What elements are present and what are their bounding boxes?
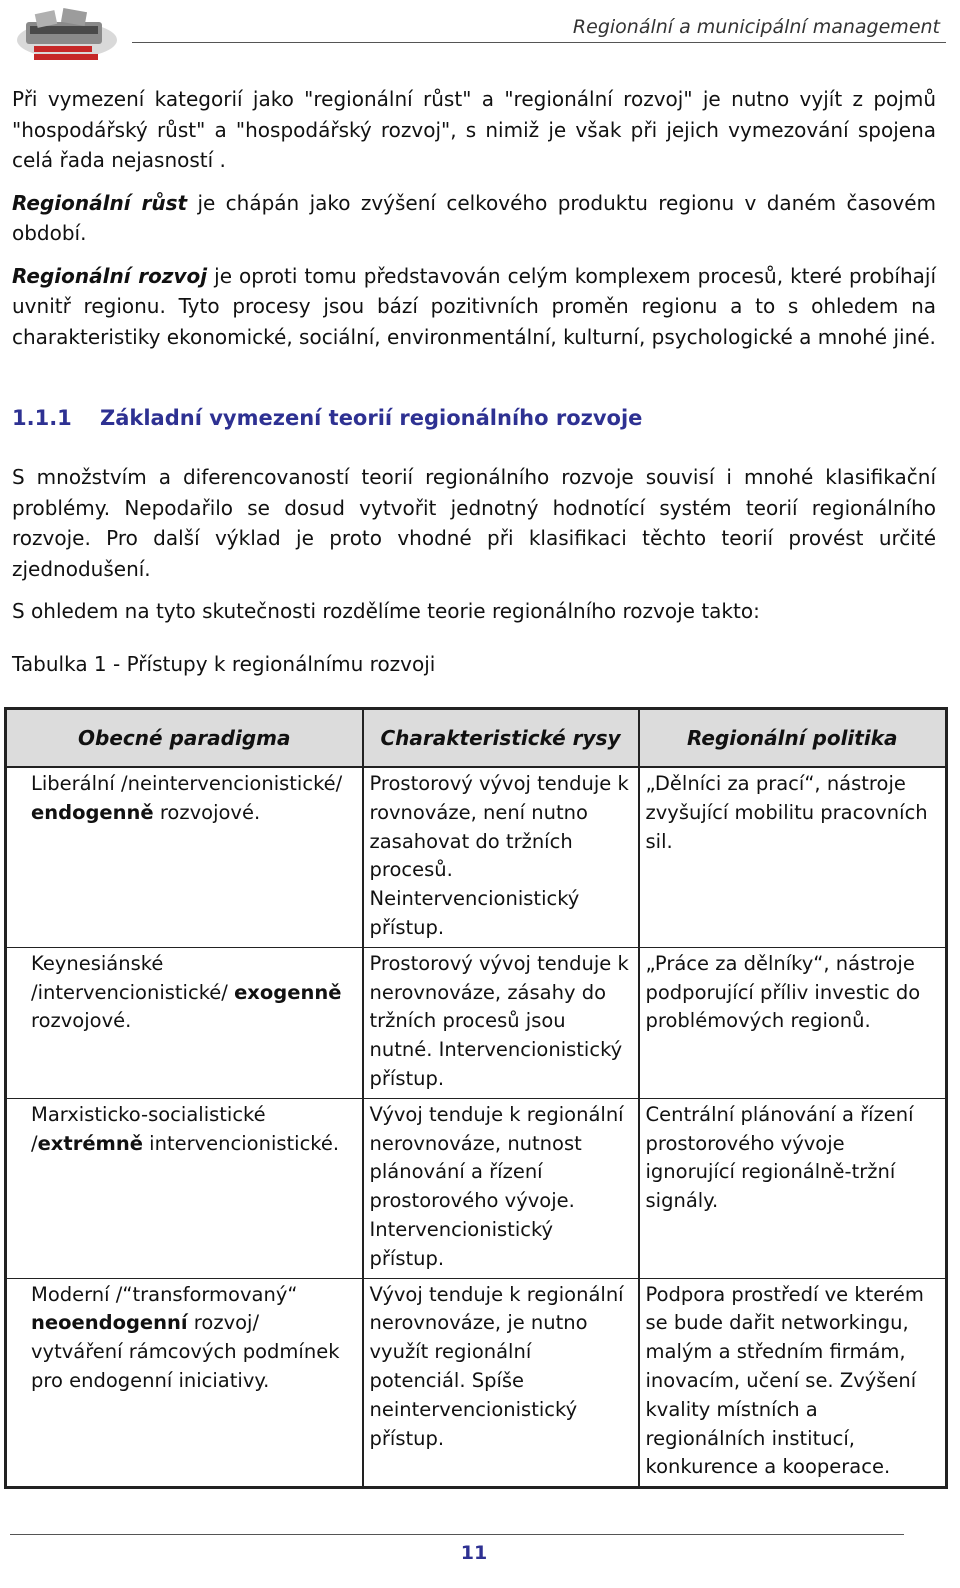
- header-rule: [132, 42, 946, 43]
- cell-bold-text: exogenně: [234, 980, 342, 1004]
- cell-text: Marxisticko-socialistické /: [31, 1102, 266, 1155]
- cell-text: Liberální /neintervencionistické/: [31, 772, 343, 795]
- cell-text: rozvoj/ vytváření rámcových podmínek pro endogenní iniciativy.: [31, 1311, 340, 1392]
- approaches-table: [4, 707, 948, 1489]
- running-head: Regionální a municipální management: [572, 16, 940, 38]
- section-heading: [12, 406, 642, 430]
- paragraph-2: [12, 188, 936, 249]
- paragraph-3-text: je oproti tomu představován celým komplexem procesů, které probíhají uvnitř regionu. Tyto procesy jsou bází pozitivních proměn regionu a to s ohledem na charakteristiky ekonomické, sociální, environmentální, kulturní, psychologické a mnohé jiné.: [12, 263, 936, 349]
- table-row: [6, 947, 947, 1098]
- table-row: [6, 767, 947, 947]
- page-header: [0, 0, 960, 70]
- cell-text: rozvojové.: [153, 800, 261, 824]
- section-title: Základní vymezení teorií regionálního rozvoje: [100, 406, 643, 430]
- cell-paradigm: [6, 1098, 363, 1278]
- header-obecne-paradigma: Obecné paradigma: [6, 709, 363, 768]
- footer-rule: [10, 1534, 904, 1535]
- intro-text: [12, 84, 936, 352]
- table-row: [6, 1278, 947, 1488]
- paragraph-4: S množstvím a diferencovaností teorií regionálního rozvoje souvisí i mnohé klasifikační problémy. Nepodařilo se dosud vytvořit jednotný hodnotící systém teorií regionálního rozvoje. Pro další výklad je proto vhodné při klasifikaci těchto teorií provést určité zjednodušení.: [12, 465, 936, 581]
- table-header-row: [6, 709, 947, 768]
- cell-text: Moderní /“transformovaný“: [31, 1282, 298, 1306]
- cell-features: Prostorový vývoj tenduje k rovnováze, není nutno zasahovat do tržních procesů. Neintervencionistický přístup.: [363, 767, 639, 947]
- cell-text: rozvojové.: [31, 1009, 132, 1033]
- header-regionalni-politika: Regionální politika: [639, 709, 947, 768]
- header-charakteristicke-rysy: Charakteristické rysy: [363, 709, 639, 768]
- paragraph-1: Při vymezení kategorií jako "regionální růst" a "regionální rozvoj" je nutno vyjít z pojmů "hospodářský růst" a "hospodářský rozvoj", s nimiž je však při jejich vymezování spojena celá řada nejasností .: [12, 87, 936, 172]
- cell-text: intervencionistické.: [142, 1131, 340, 1155]
- table-caption: Tabulka 1 - Přístupy k regionálnímu rozvoji: [12, 652, 436, 676]
- section-number: 1.1.1: [12, 406, 72, 430]
- section-text: [12, 462, 936, 627]
- cell-policy: „Dělníci za prací“, nástroje zvyšující mobilitu pracovních sil.: [639, 767, 947, 947]
- paragraph-2-text: je chápán jako zvýšení celkového produktu regionu v daném časovém období.: [12, 190, 936, 245]
- cell-paradigm: [6, 767, 363, 947]
- term-regionalni-rozvoj: Regionální rozvoj: [12, 263, 208, 288]
- logo-image: [12, 4, 122, 66]
- term-regionalni-rust: Regionální růst: [12, 190, 188, 215]
- paragraph-5: S ohledem na tyto skutečnosti rozdělíme teorie regionálního rozvoje takto:: [12, 599, 760, 623]
- cell-text: Keynesiánské /intervencionistické/: [31, 951, 235, 1004]
- cell-policy: „Práce za dělníky“, nástroje podporující příliv investic do problémových regionů.: [639, 947, 947, 1098]
- cell-features: Prostorový vývoj tenduje k nerovnováze, zásahy do tržních procesů jsou nutné. Intervencionistický přístup.: [363, 947, 639, 1098]
- page-number: 11: [460, 1542, 488, 1564]
- cell-policy: Podpora prostředí ve kterém se bude dařit networkingu, malým a středním firmám, inovacím, učení se. Zvýšení kvality místních a regionálních institucí, konkurence a kooperace.: [639, 1278, 947, 1488]
- cell-bold-text: endogenně: [31, 800, 154, 824]
- cell-policy: Centrální plánování a řízení prostorového vývoje ignorující regionálně-tržní signály.: [639, 1098, 947, 1278]
- paragraph-3: [12, 261, 936, 353]
- table-row: [6, 1098, 947, 1278]
- cell-paradigm: [6, 1278, 363, 1488]
- cell-features: Vývoj tenduje k regionální nerovnováze, je nutno využít regionální potenciál. Spíše neintervencionistický přístup.: [363, 1278, 639, 1488]
- cell-bold-text: neoendogenní: [31, 1311, 188, 1335]
- cell-features: Vývoj tenduje k regionální nerovnováze, nutnost plánování a řízení prostorového vývoje. Intervencionistický přístup.: [363, 1098, 639, 1278]
- cell-bold-text: extrémně: [37, 1131, 143, 1155]
- cell-paradigm: [6, 947, 363, 1098]
